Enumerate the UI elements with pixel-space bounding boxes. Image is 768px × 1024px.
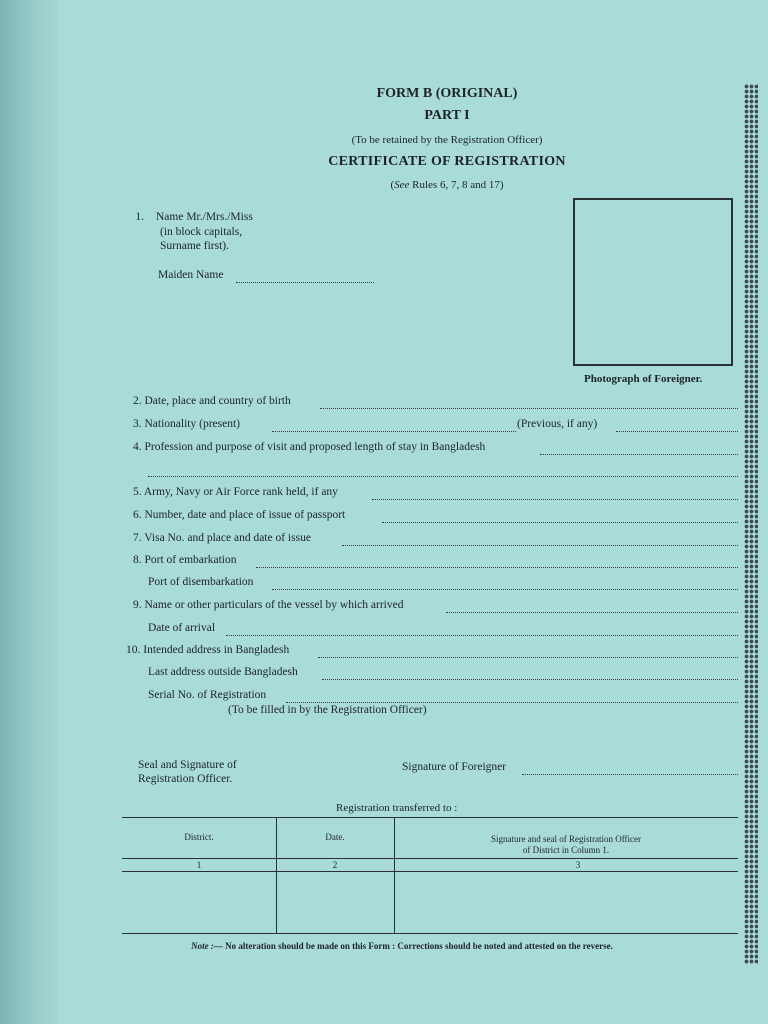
table-bottom-line [122, 933, 738, 934]
field-8-label: 8. Port of embarkation [133, 554, 237, 566]
rules-text: Rules 6, 7, 8 and 17) [412, 179, 504, 191]
vessel-input[interactable] [446, 612, 738, 613]
table-top-line [122, 817, 738, 818]
field-1-line2: (in block capitals, [160, 226, 243, 238]
retained-note: (To be retained by the Registration Officer) [351, 134, 543, 146]
table-header-line [122, 858, 738, 859]
disembarkation-input[interactable] [272, 589, 738, 590]
foreigner-signature-input[interactable] [522, 774, 738, 775]
profession-input-line2[interactable] [148, 476, 738, 477]
passport-input[interactable] [382, 522, 738, 523]
footer-note [0, 941, 768, 951]
field-7-label: 7. Visa No. and place and date of issue [133, 532, 311, 544]
foreigner-signature-label: Signature of Foreigner [402, 761, 507, 773]
nationality-input[interactable] [272, 431, 516, 432]
profession-input[interactable] [540, 454, 738, 455]
col-number-3: 3 [575, 860, 581, 870]
col-number-2: 2 [332, 860, 338, 870]
serial-label: Serial No. of Registration [148, 689, 267, 701]
perforation-edge [744, 84, 758, 964]
visa-input[interactable] [342, 545, 738, 546]
col-number-1: 1 [196, 860, 202, 870]
arrival-date-input[interactable] [226, 635, 738, 636]
field-8b-label: Port of disembarkation [148, 576, 254, 588]
col-date: Date. [325, 832, 345, 842]
date-cell[interactable] [277, 872, 394, 932]
table-title: Registration transferred to : [336, 802, 458, 814]
rank-input[interactable] [372, 499, 738, 500]
field-9-label: 9. Name or other particulars of the vessel by which arrived [133, 599, 404, 611]
seal-label-line2: Registration Officer. [138, 773, 233, 785]
field-3-label: 3. Nationality (present) [133, 418, 240, 430]
seal-label-line1: Seal and Signature of [138, 759, 237, 771]
field-10b-label: Last address outside Bangladesh [148, 666, 298, 678]
embarkation-input[interactable] [256, 567, 738, 568]
form-title: FORM B (ORIGINAL) [376, 86, 518, 101]
field-2-label: 2. Date, place and country of birth [133, 395, 291, 407]
field-3-previous-label: (Previous, if any) [517, 418, 598, 430]
rules-see: See [394, 179, 410, 191]
note-text: No alteration should be made on this Form : Corrections should be noted and attested on the reverse. [222, 941, 613, 951]
field-1-line1: Name Mr./Mrs./Miss [156, 211, 253, 223]
previous-nationality-input[interactable] [616, 431, 738, 432]
field-5-label: 5. Army, Navy or Air Force rank held, if any [133, 486, 338, 498]
field-1-number: 1. [135, 211, 144, 223]
birth-input[interactable] [320, 408, 738, 409]
field-1-line3: Surname first). [160, 240, 229, 252]
intended-address-input[interactable] [318, 657, 738, 658]
note-label: Note :— [191, 941, 223, 951]
field-1-label [130, 211, 253, 223]
district-cell[interactable] [122, 872, 276, 932]
field-10-label: 10. Intended address in Bangladesh [126, 644, 290, 656]
photo-caption: Photograph of Foreigner. [584, 373, 703, 385]
rules-reference: (See Rules 6, 7, 8 and 17) [390, 179, 504, 191]
field-4-label: 4. Profession and purpose of visit and proposed length of stay in Bangladesh [133, 441, 486, 453]
serial-input[interactable] [286, 702, 738, 703]
col-district: District. [184, 832, 214, 842]
last-address-input[interactable] [322, 679, 738, 680]
field-6-label: 6. Number, date and place of issue of passport [133, 509, 346, 521]
col-signature-line1: Signature and seal of Registration Officer [490, 834, 642, 844]
maiden-name-input[interactable] [236, 282, 374, 283]
part-title: PART I [424, 108, 470, 123]
serial-note: (To be filled in by the Registration Officer) [228, 704, 427, 716]
maiden-name-label: Maiden Name [158, 269, 224, 281]
field-9b-label: Date of arrival [148, 622, 216, 634]
certificate-title: CERTIFICATE OF REGISTRATION [328, 154, 566, 169]
photo-box[interactable] [573, 198, 733, 366]
col-signature-line2: of District in Column 1. [522, 845, 610, 855]
signature-cell[interactable] [395, 872, 738, 932]
